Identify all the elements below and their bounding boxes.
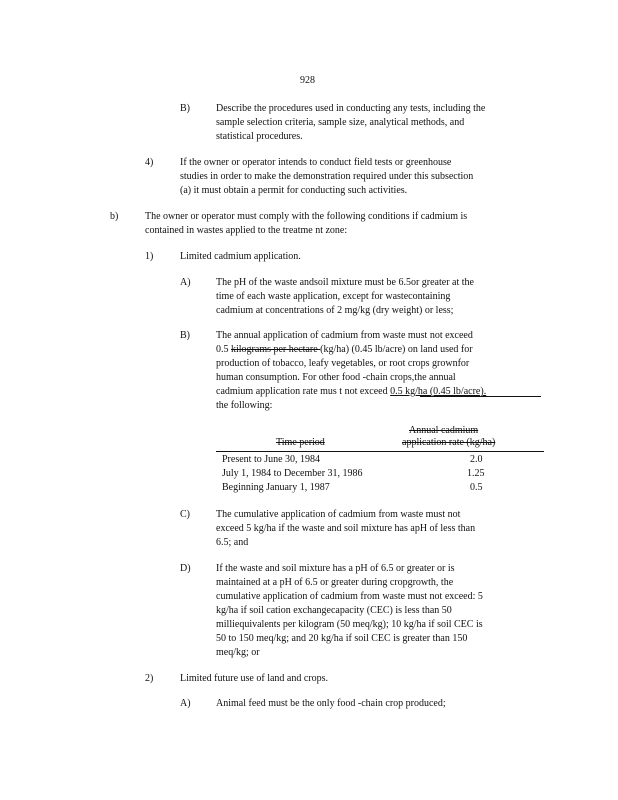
text-line: The pH of the waste andsoil mixture must be 6.5or greater at the — [216, 277, 474, 288]
text-run: cadmium application rate mus t not exceed — [216, 386, 391, 397]
item-marker-1: 1) — [145, 251, 154, 262]
table-cell-rate: 2.0 — [470, 454, 483, 465]
text-line: exceed 5 kg/ha if the waste and soil mixture has apH of less than — [216, 523, 476, 534]
text-line: production of tobacco, leafy vegetables, or root crops grownfor — [216, 358, 470, 369]
text-line: cumulative application of cadmium from waste must not exceed: 5 — [216, 591, 483, 602]
text-line: statistical procedures. — [216, 131, 303, 142]
text-line: (a) it must obtain a permit for conducting such activities. — [180, 185, 408, 196]
struck-text: kilograms per hectare — [231, 344, 321, 355]
item-marker-c: C) — [180, 509, 190, 520]
section-text-b — [145, 210, 467, 238]
cadmium-rate-table — [216, 420, 546, 500]
text-run: (kg/ha) (0.45 lb/acre) on land used for — [320, 344, 473, 355]
table-cell-period: July 1, 1984 to December 31, 1986 — [222, 468, 363, 479]
table-cell-period: Beginning January 1, 1987 — [222, 482, 330, 493]
item-text-d — [216, 562, 483, 660]
item-text-4 — [180, 156, 473, 198]
text-line: If the waste and soil mixture has a pH of 6.5 or greater or is — [216, 563, 455, 574]
text-line: contained in wastes applied to the treatme nt zone: — [145, 225, 348, 236]
item-marker-a1: A) — [180, 277, 191, 288]
text-line: human consumption. For other food -chain crops,the annual — [216, 372, 456, 383]
text-line: maintained at a pH of 6.5 or greater during cropgrowth, the — [216, 577, 454, 588]
section-marker-b: b) — [110, 211, 119, 222]
table-cell-period: Present to June 30, 1984 — [222, 454, 321, 465]
text-line: The cumulative application of cadmium from waste must not — [216, 509, 461, 520]
item-text-bb — [216, 329, 486, 413]
table-header-rate-line2: application rate (kg/ha) — [402, 437, 496, 448]
text-line: milliequivalents per kilogram (50 meq/kg); 10 kg/ha if soil CEC is — [216, 619, 483, 630]
item-text-a1 — [216, 276, 474, 318]
text-run: 0.5 — [216, 344, 231, 355]
item-text-2: Limited future use of land and crops. — [180, 673, 329, 684]
item-text-a2: Animal feed must be the only food -chain crop produced; — [216, 698, 446, 709]
text-line: 50 to 150 meq/kg; and 20 kg/ha if soil CEC is greater than 150 — [216, 633, 468, 644]
text-line: The owner or operator must comply with the following conditions if cadmium is — [145, 211, 468, 222]
item-marker-b1: B) — [180, 103, 190, 114]
item-marker-a2: A) — [180, 698, 191, 709]
text-line: sample selection criteria, sample size, analytical methods, and — [216, 117, 465, 128]
table-header-rule — [216, 451, 544, 452]
text-line: cadmium at concentrations of 2 mg/kg (dry weight) or less; — [216, 305, 454, 316]
underline-rule — [420, 396, 541, 397]
item-text-1: Limited cadmium application. — [180, 251, 301, 262]
text-line: Describe the procedures used in conducting any tests, including the — [216, 103, 486, 114]
item-marker-2: 2) — [145, 673, 154, 684]
text-line: The annual application of cadmium from waste must not exceed — [216, 330, 473, 341]
text-line: meq/kg; or — [216, 647, 260, 658]
text-line: studies in order to make the demonstration required under this subsection — [180, 171, 474, 182]
text-line: 6.5; and — [216, 537, 249, 548]
text-line: the following: — [216, 400, 273, 411]
item-marker-bb: B) — [180, 330, 190, 341]
item-text-b1 — [216, 102, 485, 144]
table-header-rate-line1: Annual cadmium — [409, 425, 479, 436]
underlined-text: 0.5 kg/ha (0.45 lb/acre). — [390, 386, 487, 397]
table-cell-rate: 0.5 — [470, 482, 483, 493]
text-line — [216, 343, 486, 357]
text-line: If the owner or operator intends to conduct field tests or greenhouse — [180, 157, 452, 168]
item-marker-4: 4) — [145, 157, 154, 168]
text-line: time of each waste application, except for wastecontaining — [216, 291, 451, 302]
item-marker-d: D) — [180, 563, 191, 574]
table-cell-rate: 1.25 — [467, 468, 485, 479]
item-text-c — [216, 508, 475, 550]
text-line: kg/ha if soil cation exchangecapacity (CEC) is less than 50 — [216, 605, 452, 616]
page-number: 928 — [300, 75, 315, 86]
table-header-time-period: Time period — [276, 437, 325, 448]
